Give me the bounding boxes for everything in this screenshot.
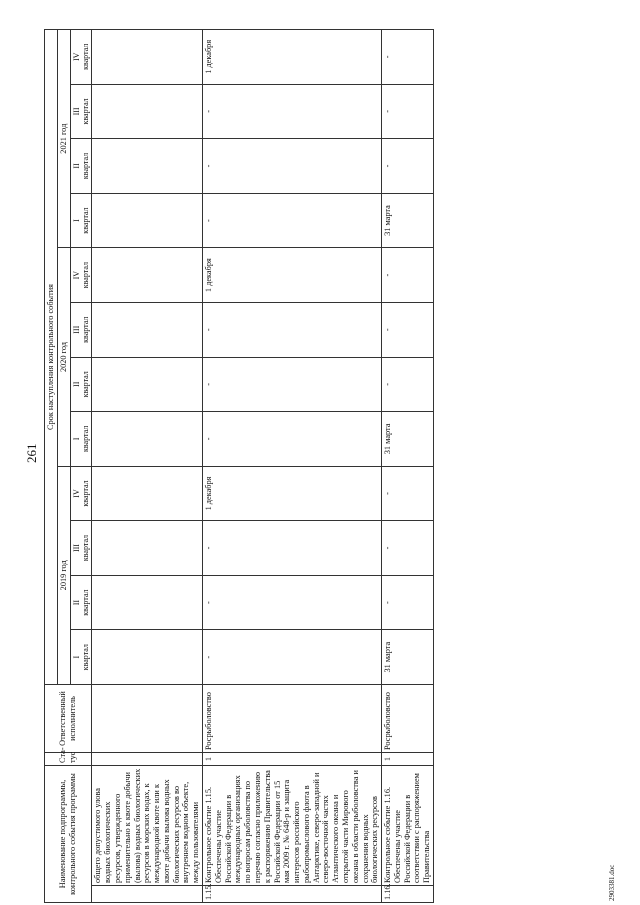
quarter-word: квартал bbox=[81, 534, 90, 562]
deadline-cell: - bbox=[203, 630, 382, 685]
deadline-cell: - bbox=[203, 139, 382, 194]
deadline-cell: 1 декабря bbox=[203, 248, 382, 303]
quarter-word: квартал bbox=[81, 207, 90, 234]
quarter-roman: IV bbox=[71, 270, 81, 280]
row-number: 1.16. bbox=[382, 886, 434, 903]
deadline-cell: - bbox=[203, 357, 382, 412]
header-quarter bbox=[70, 84, 92, 139]
deadline-cell bbox=[92, 521, 203, 576]
deadline-cell: - bbox=[382, 521, 434, 576]
deadline-cell bbox=[92, 630, 203, 685]
header-quarter bbox=[70, 193, 92, 248]
deadline-cell: - bbox=[203, 302, 382, 357]
deadline-cell bbox=[92, 412, 203, 467]
quarter-word: квартал bbox=[81, 480, 90, 507]
quarter-word: квартал bbox=[81, 371, 90, 398]
quarter-roman: II bbox=[71, 163, 81, 169]
quarter-roman: IV bbox=[71, 52, 81, 62]
footer-doc-name: 2903381.doc bbox=[608, 864, 616, 901]
deadline-cell: - bbox=[203, 575, 382, 630]
deadline-cell: - bbox=[203, 412, 382, 467]
row-responsible: Росрыболовство bbox=[203, 684, 382, 752]
table-row bbox=[382, 30, 434, 903]
header-quarter bbox=[70, 139, 92, 194]
row-name: общего допустимого улова водных биологических ресурсов, утвержденного применительно к квоте добычи (вылова) водных биологических ресурсов в морских водах, к международной квоте или к квоте добычи вылова водных биологических ресурсов во внутреннем водном объекте, между пользователями bbox=[92, 765, 203, 885]
deadline-cell: - bbox=[382, 575, 434, 630]
header-quarter bbox=[70, 412, 92, 467]
quarter-word: квартал bbox=[81, 262, 90, 289]
header-quarter bbox=[70, 466, 92, 521]
deadline-cell: 31 марта bbox=[382, 412, 434, 467]
header-name: Наименование подпрограммы, контрольного события программы bbox=[45, 765, 92, 902]
header-quarter bbox=[70, 575, 92, 630]
header-quarter bbox=[70, 357, 92, 412]
header-year-2019: 2019 год bbox=[57, 466, 70, 684]
header-deadline: Срок наступления контрольного события bbox=[45, 30, 58, 685]
deadline-cell bbox=[92, 84, 203, 139]
quarter-word: квартал bbox=[81, 98, 90, 125]
deadline-cell: - bbox=[203, 193, 382, 248]
quarter-word: квартал bbox=[81, 43, 90, 70]
control-events-table bbox=[44, 29, 434, 903]
row-status: 1 bbox=[382, 752, 434, 765]
deadline-cell bbox=[92, 302, 203, 357]
deadline-cell bbox=[92, 357, 203, 412]
deadline-cell bbox=[92, 30, 203, 85]
row-responsible: Росрыболовство bbox=[382, 684, 434, 752]
deadline-cell bbox=[92, 575, 203, 630]
header-quarter bbox=[70, 521, 92, 576]
quarter-roman: III bbox=[71, 544, 81, 553]
header-status: Ста-тус bbox=[45, 752, 92, 765]
deadline-cell: - bbox=[203, 84, 382, 139]
deadline-cell: 1 декабря bbox=[203, 466, 382, 521]
deadline-cell: - bbox=[382, 357, 434, 412]
deadline-cell: 1 декабря bbox=[203, 30, 382, 85]
deadline-cell: - bbox=[382, 248, 434, 303]
quarter-roman: I bbox=[71, 219, 81, 222]
row-status: 1 bbox=[203, 752, 382, 765]
deadline-cell: 31 марта bbox=[382, 193, 434, 248]
header-year-2021: 2021 год bbox=[57, 30, 70, 248]
header-year-2020: 2020 год bbox=[57, 248, 70, 466]
quarter-roman: I bbox=[71, 437, 81, 441]
header-quarter bbox=[70, 630, 92, 685]
quarter-roman: III bbox=[71, 107, 81, 116]
quarter-word: квартал bbox=[81, 589, 90, 616]
table-row bbox=[92, 30, 203, 903]
deadline-cell: - bbox=[382, 302, 434, 357]
row-number bbox=[92, 886, 203, 903]
deadline-cell: - bbox=[382, 30, 434, 85]
deadline-cell: - bbox=[382, 84, 434, 139]
rotated-page bbox=[14, 27, 617, 903]
quarter-word: квартал bbox=[81, 316, 90, 343]
row-number: 1.15. bbox=[203, 886, 382, 903]
table-body bbox=[92, 30, 434, 903]
quarter-roman: I bbox=[71, 655, 81, 659]
deadline-cell bbox=[92, 193, 203, 248]
deadline-cell bbox=[92, 248, 203, 303]
header-responsible: Ответственный исполнитель bbox=[45, 684, 92, 752]
deadline-cell bbox=[92, 466, 203, 521]
quarter-word: квартал bbox=[81, 425, 90, 452]
deadline-cell: - bbox=[203, 521, 382, 576]
quarter-roman: IV bbox=[71, 489, 81, 498]
quarter-roman: II bbox=[71, 381, 81, 387]
table-row bbox=[203, 30, 382, 903]
header-quarter bbox=[70, 30, 92, 85]
header-quarter bbox=[70, 248, 92, 303]
row-name: Контрольное событие 1.16. Обеспечены участие Российской Федерации в соответствии с распоряжением Правительства bbox=[382, 765, 434, 885]
deadline-cell: - bbox=[382, 139, 434, 194]
header-quarter bbox=[70, 302, 92, 357]
page-number: 261 bbox=[24, 443, 39, 463]
row-status bbox=[92, 752, 203, 765]
deadline-cell bbox=[92, 139, 203, 194]
quarter-roman: II bbox=[71, 599, 81, 606]
quarter-word: квартал bbox=[81, 644, 90, 671]
deadline-cell: 31 марта bbox=[382, 630, 434, 685]
row-responsible bbox=[92, 684, 203, 752]
quarter-word: квартал bbox=[81, 152, 90, 180]
deadline-cell: - bbox=[382, 466, 434, 521]
row-name: Контрольное событие 1.15. Обеспечены участие Российской Федерации в международных организациях по вопросам рыболовства по перечню согласно приложению к распоряжению Правительства Российской Федерации от 15 мая 2009 г. № 648-р и защита интересов российского рыбопромыслового флота в Антарктике, северо-западной и северо-восточной частях Атлантического океана и открытой части Мирового океана в области рыболовства и сохранения водных биологических ресурсов bbox=[203, 765, 382, 885]
quarter-roman: III bbox=[71, 325, 81, 334]
